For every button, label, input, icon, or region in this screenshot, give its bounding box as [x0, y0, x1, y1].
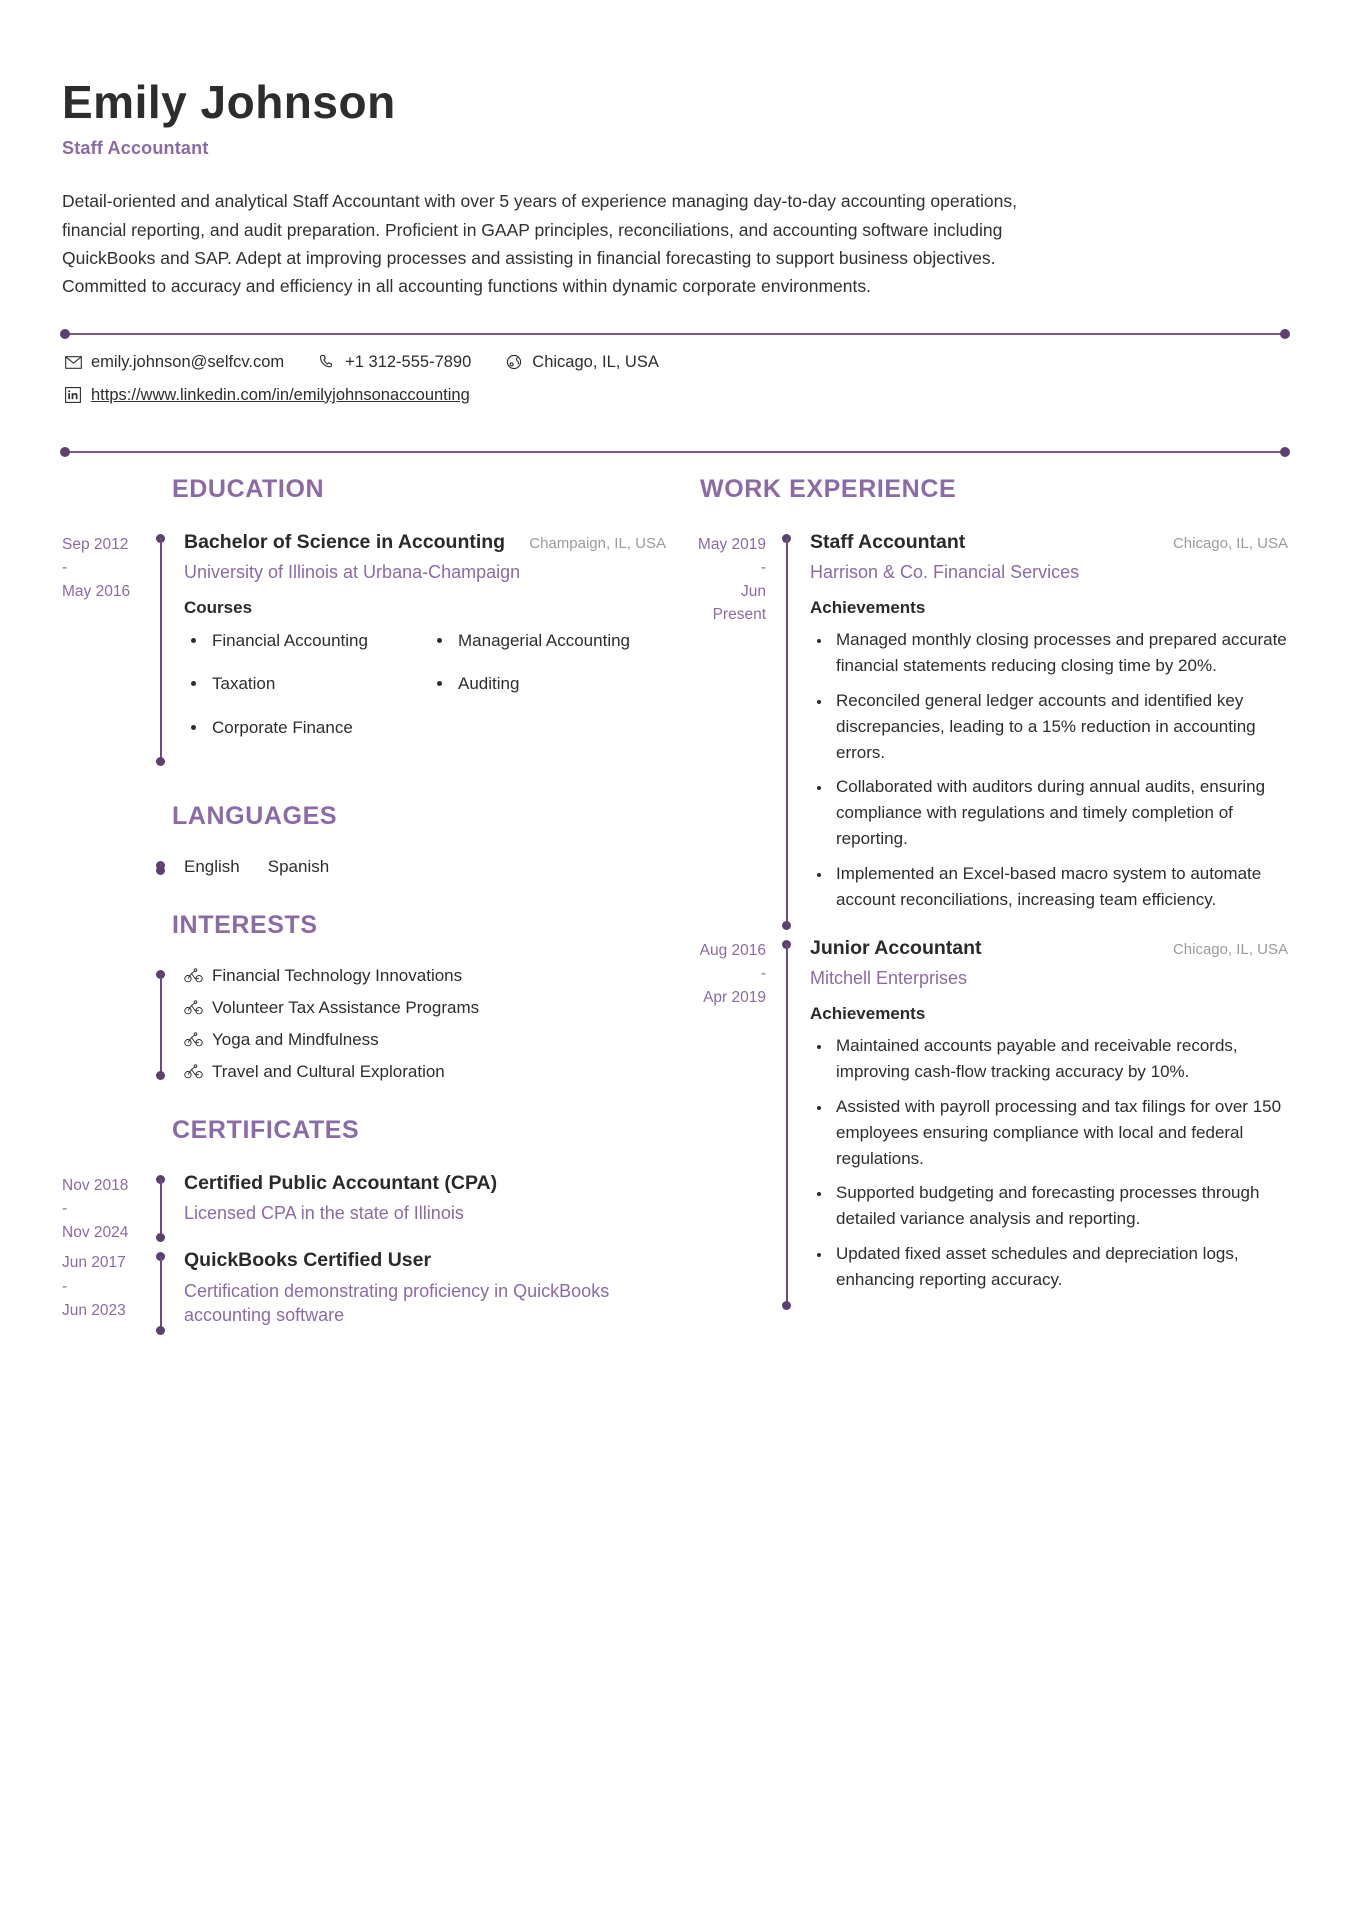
contact-phone-text: +1 312-555-7890	[345, 352, 472, 371]
achievement-item: • Reconciled general ledger accounts and identified key discrepancies, leading to a 15% reduction in accounting errors.	[832, 688, 1288, 765]
timeline-line	[160, 538, 162, 762]
section-heading-certificates: CERTIFICATES	[172, 1115, 360, 1144]
achievement-item: • Assisted with payroll processing and tax filings for over 150 employees ensuring compliance with local and federal regulations.	[832, 1094, 1288, 1171]
contact-block	[62, 335, 1288, 419]
timeline-marker	[150, 530, 172, 768]
interests-list	[172, 966, 666, 1082]
work-location: Chicago, IL, USA	[1172, 534, 1288, 552]
section-interests	[62, 911, 666, 1082]
certificate-title: Certified Public Accountant (CPA)	[184, 1171, 498, 1194]
education-date-dash: -	[62, 559, 68, 577]
certificate-entry	[62, 1171, 666, 1245]
contact-email-text: emily.johnson@selfcv.com	[91, 352, 285, 371]
work-job-title: Staff Accountant	[810, 530, 966, 553]
section-languages	[62, 802, 666, 877]
contact-row-linkedin	[64, 386, 1288, 405]
education-date-start: Sep 2012	[62, 535, 129, 553]
education-date-end: May 2016	[62, 582, 131, 600]
section-heading-interests: INTERESTS	[172, 910, 318, 939]
bicycle-icon	[184, 1064, 203, 1079]
course-item: • Corporate Finance	[208, 715, 420, 740]
certificate-content	[172, 1171, 666, 1245]
timeline-marker	[776, 530, 798, 932]
work-content	[798, 936, 1288, 1312]
work-entry	[680, 936, 1288, 1312]
work-achievements-list	[832, 627, 1288, 912]
work-dates	[680, 936, 776, 1312]
timeline-line	[160, 974, 162, 1076]
certificate-date-dash: -	[62, 1277, 68, 1295]
timeline-line	[786, 538, 788, 926]
interest-label: Yoga and Mindfulness	[212, 1029, 379, 1049]
language-item: Spanish	[267, 856, 330, 876]
education-location: Champaign, IL, USA	[529, 534, 666, 552]
timeline-line	[160, 1179, 162, 1239]
section-heading-education: EDUCATION	[172, 474, 325, 503]
work-achievements-label: Achievements	[810, 598, 926, 618]
education-topline	[184, 530, 666, 555]
timeline-dot-bottom	[156, 1233, 165, 1242]
timeline-marker	[150, 966, 172, 1082]
achievement-item: • Managed monthly closing processes and prepared accurate financial statements reducing closing time by 20%.	[832, 627, 1288, 679]
certificate-date-end: Nov 2024	[62, 1223, 129, 1241]
work-date-dash: -	[760, 559, 766, 577]
timeline-dot-bottom	[156, 1326, 165, 1335]
bicycle-icon	[184, 1032, 203, 1047]
achievement-item: • Updated fixed asset schedules and depreciation logs, enhancing reporting accuracy.	[832, 1241, 1288, 1293]
timeline-marker	[150, 857, 172, 877]
section-certificates	[62, 1116, 666, 1338]
course-item: • Taxation	[208, 671, 420, 696]
education-courses-label: Courses	[184, 598, 253, 618]
envelope-icon	[64, 353, 82, 371]
education-dates	[62, 530, 150, 768]
list-item	[184, 1030, 666, 1050]
contact-row-primary	[64, 353, 1288, 372]
timeline-line	[160, 1256, 162, 1331]
certificate-description: Licensed CPA in the state of Illinois	[184, 1203, 464, 1224]
work-achievements-label: Achievements	[810, 1004, 926, 1024]
timeline-dot-bottom	[782, 1301, 791, 1310]
certificate-title: QuickBooks Certified User	[184, 1249, 432, 1272]
work-topline	[810, 936, 1288, 961]
work-date-start: Aug 2016	[699, 941, 766, 959]
education-courses-grid	[184, 628, 666, 757]
certificate-date-end: Jun 2023	[62, 1301, 126, 1319]
section-heading-languages: LANGUAGES	[172, 801, 338, 830]
timeline-marker	[150, 1171, 172, 1245]
contact-linkedin[interactable]	[64, 386, 470, 405]
work-location: Chicago, IL, USA	[1172, 940, 1288, 958]
language-item: English	[184, 856, 240, 876]
section-heading-work-experience: WORK EXPERIENCE	[700, 474, 957, 503]
certificate-entry	[62, 1248, 666, 1337]
divider-top	[62, 333, 1288, 335]
courses-column-left	[208, 628, 420, 757]
list-item	[184, 966, 666, 986]
languages-list	[172, 857, 666, 877]
divider-bottom	[62, 451, 1288, 453]
achievement-item: • Maintained accounts payable and receivable records, improving cash-flow tracking accuracy by 10%.	[832, 1033, 1288, 1085]
linkedin-icon	[64, 386, 82, 404]
achievement-item: • Implemented an Excel-based macro system to automate account reconciliations, increasing team efficiency.	[832, 861, 1288, 913]
timeline-dot-bottom	[782, 921, 791, 930]
certificate-dates	[62, 1248, 150, 1337]
timeline-marker	[776, 936, 798, 1312]
certificate-content	[172, 1248, 666, 1337]
work-job-title: Junior Accountant	[810, 936, 982, 959]
job-title-subtitle: Staff Accountant	[62, 138, 209, 159]
list-item	[184, 1062, 666, 1082]
work-date-end: Present	[712, 606, 766, 624]
achievement-item: • Supported budgeting and forecasting processes through detailed variance analysis and reporting.	[832, 1180, 1288, 1232]
certificate-date-start: Jun 2017	[62, 1254, 126, 1272]
achievement-item: • Collaborated with auditors during annual audits, ensuring compliance with regulations and timely completion of reporting.	[832, 774, 1288, 851]
timeline-dot-bottom	[156, 1071, 165, 1080]
languages-entry	[62, 857, 666, 877]
section-education	[62, 475, 666, 768]
phone-icon	[318, 353, 336, 371]
work-date-start: May 2019	[697, 535, 766, 553]
work-dates	[680, 530, 776, 932]
certificate-description: Certification demonstrating proficiency in QuickBooks accounting software	[184, 1280, 610, 1326]
education-school: University of Illinois at Urbana-Champaign	[184, 562, 521, 583]
work-company: Mitchell Enterprises	[810, 967, 968, 988]
education-entry	[62, 530, 666, 768]
contact-linkedin-text[interactable]: https://www.linkedin.com/in/emilyjohnsonaccounting	[91, 385, 470, 404]
globe-pin-icon	[505, 353, 523, 371]
course-item: • Financial Accounting	[208, 628, 420, 653]
work-date-end: Apr 2019	[703, 988, 766, 1006]
resume-body	[62, 475, 1288, 1372]
contact-phone[interactable]	[318, 353, 471, 372]
right-column	[680, 475, 1288, 1372]
courses-column-right	[454, 628, 666, 757]
contact-location	[505, 353, 659, 372]
professional-summary: Detail-oriented and analytical Staff Accountant with over 5 years of experience managing day-to-day accounting operations, financial reporting, and audit preparation. Proficient in GAAP principles, reconciliations, and accounting software including QuickBooks and SAP. Adept at improving processes and assisting in financial forecasting to support business objectives. Committed to accuracy and efficiency in all accounting functions within dynamic corporate environments.	[62, 191, 1017, 297]
interest-label: Volunteer Tax Assistance Programs	[212, 997, 480, 1017]
work-date-dash: -	[760, 965, 766, 983]
certificate-date-dash: -	[62, 1200, 68, 1218]
timeline-dot-bottom	[156, 866, 165, 875]
work-content	[798, 530, 1288, 932]
work-date-mid: Jun	[741, 582, 766, 600]
page-title: Emily Johnson	[62, 76, 396, 128]
left-column	[62, 475, 666, 1372]
header-block	[62, 78, 1288, 301]
education-content	[172, 530, 666, 768]
list-item	[184, 998, 666, 1018]
course-item: • Managerial Accounting	[454, 628, 666, 653]
timeline-dot-bottom	[156, 757, 165, 766]
interests-entry	[62, 966, 666, 1082]
work-achievements-list	[832, 1033, 1288, 1292]
bicycle-icon	[184, 968, 203, 983]
work-topline	[810, 530, 1288, 555]
interest-label: Travel and Cultural Exploration	[212, 1061, 445, 1081]
certificate-date-start: Nov 2018	[62, 1176, 129, 1194]
contact-email[interactable]	[64, 353, 284, 372]
course-item: • Auditing	[454, 671, 666, 696]
timeline-line	[786, 944, 788, 1306]
work-entry	[680, 530, 1288, 932]
bicycle-icon	[184, 1000, 203, 1015]
interest-label: Financial Technology Innovations	[212, 965, 463, 985]
education-degree: Bachelor of Science in Accounting	[184, 530, 506, 553]
timeline-marker	[150, 1248, 172, 1337]
contact-location-text: Chicago, IL, USA	[532, 352, 659, 371]
certificate-dates	[62, 1171, 150, 1245]
work-company: Harrison & Co. Financial Services	[810, 562, 1080, 583]
